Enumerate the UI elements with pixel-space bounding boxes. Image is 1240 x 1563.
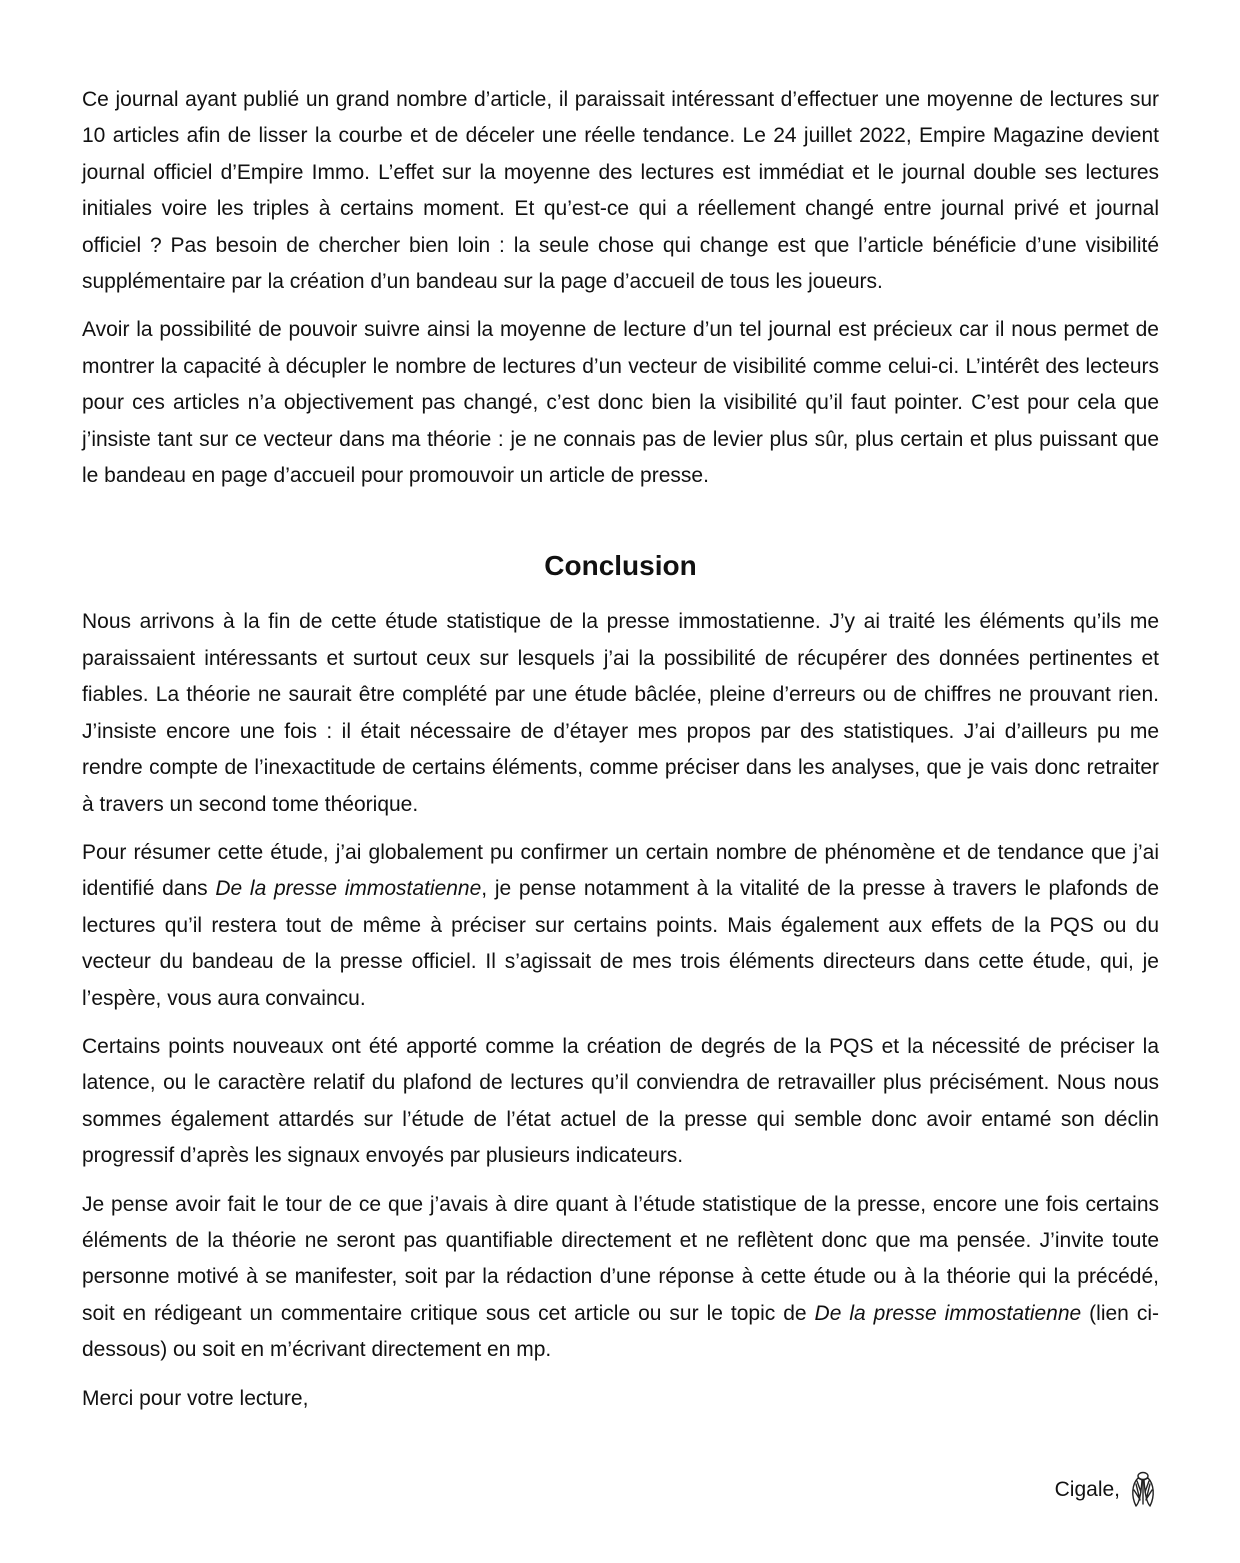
paragraph-empire-magazine: Ce journal ayant publié un grand nombre d’article, il paraissait intéressant d’effectuer une moyenne de lectures sur 10 articles afin de lisser la courbe et de déceler une réelle tendance. Le 24 juillet 2022, Empire Magazine devient journal officiel d’Empire Immo. L’effet sur la moyenne des lectures est immédiat et le journal double ses lectures initiales voire les triples à certains moment. Et qu’est-ce qui a réellement changé entre journal privé et journal officiel ? Pas besoin de chercher bien loin : la seule chose qui change est que l’article bénéficie d’une visibilité supplémentaire par la création d’un bandeau sur la page d’accueil de tous les joueurs. [82,88,1159,294]
paragraph-invitation [82,1187,1159,1369]
paragraph-conclusion-intro: Nous arrivons à la fin de cette étude statistique de la presse immostatienne. J’y ai traité les éléments qu’ils me paraissaient intéressants et surtout ceux sur lesquels j’ai la possibilité de récupérer des données pertinentes et fiables. La théorie ne saurait être complété par une étude bâclée, pleine d’erreurs ou de chiffres ne prouvant rien. J’insiste encore une fois : il était nécessaire de d’étayer mes propos par des statistiques. J’ai d’ailleurs pu me rendre compte de l’inexactitude de certains éléments, comme préciser dans les analyses, que je vais donc retraiter à travers un second tome théorique. [82,610,1159,816]
section-heading-conclusion: Conclusion [544,550,697,582]
book-title: De la presse immostatienne [215,877,482,901]
signature-name: Cigale, [1054,1478,1120,1501]
summary-text-end: , je pense notamment à la vitalité de la presse à travers le plafonds de lectures qu’il restera tout de même à préciser sur certains points. Mais également aux effets de la PQS ou du vecteur du bandeau de la presse officiel. Il s’agissait de mes trois éléments directeurs dans cette étude, qui, je l’espère, vous aura convaincu. [82,877,1159,1010]
document-page [82,82,1159,1429]
summary-text-start: Pour résumer cette étude, j’ai globalement pu confirmer un certain nombre de phénomène et de tendance que j’ai identifié dans [82,840,1159,901]
paragraph-visibility: Avoir la possibilité de pouvoir suivre ainsi la moyenne de lecture d’un tel journal est précieux car il nous permet de montrer la capacité à décupler le nombre de lectures d’un vecteur de visibilité comme celui-ci. L’intérêt des lecteurs pour ces articles n’a objectivement pas changé, c’est donc bien la visibilité qu’il faut pointer. C’est pour cela que j’insiste tant sur ce vecteur dans ma théorie : je ne connais pas de levier plus sûr, plus certain et plus puissant que le bandeau en page d’accueil pour promouvoir un article de presse. [82,318,1159,488]
closing-line: Merci pour votre lecture, [82,1386,309,1410]
topic-title: De la presse immostatienne [814,1301,1082,1325]
paragraph-new-points: Certains points nouveaux ont été apporté comme la création de degrés de la PQS et la nécessité de préciser la latence, ou le caractère relatif du plafond de lectures qu’il conviendra de retravailler plus précisément. Nous nous sommes également attardés sur l’étude de l’état actuel de la presse qui semble donc avoir entamé son déclin progressif d’après les signaux envoyés par plusieurs indicateurs. [82,1034,1159,1168]
paragraph-summary [82,835,1159,1017]
cicada-icon [1128,1470,1158,1510]
invitation-text-start: Je pense avoir fait le tour de ce que j’avais à dire quant à l’étude statistique de la presse, encore une fois certains éléments de la théorie ne seront pas quantifiable directement et ne reflètent donc que ma pensée. J’invite toute personne motivé à se manifester, soit par la rédaction d’une réponse à cette étude ou à la théorie qui la précédé, soit en rédigeant un commentaire critique sous cet article ou sur le topic de [82,1192,1159,1325]
signature [1055,1470,1158,1510]
invitation-text-end: (lien ci-dessous) ou soit en m’écrivant directement en mp. [82,1301,1159,1362]
